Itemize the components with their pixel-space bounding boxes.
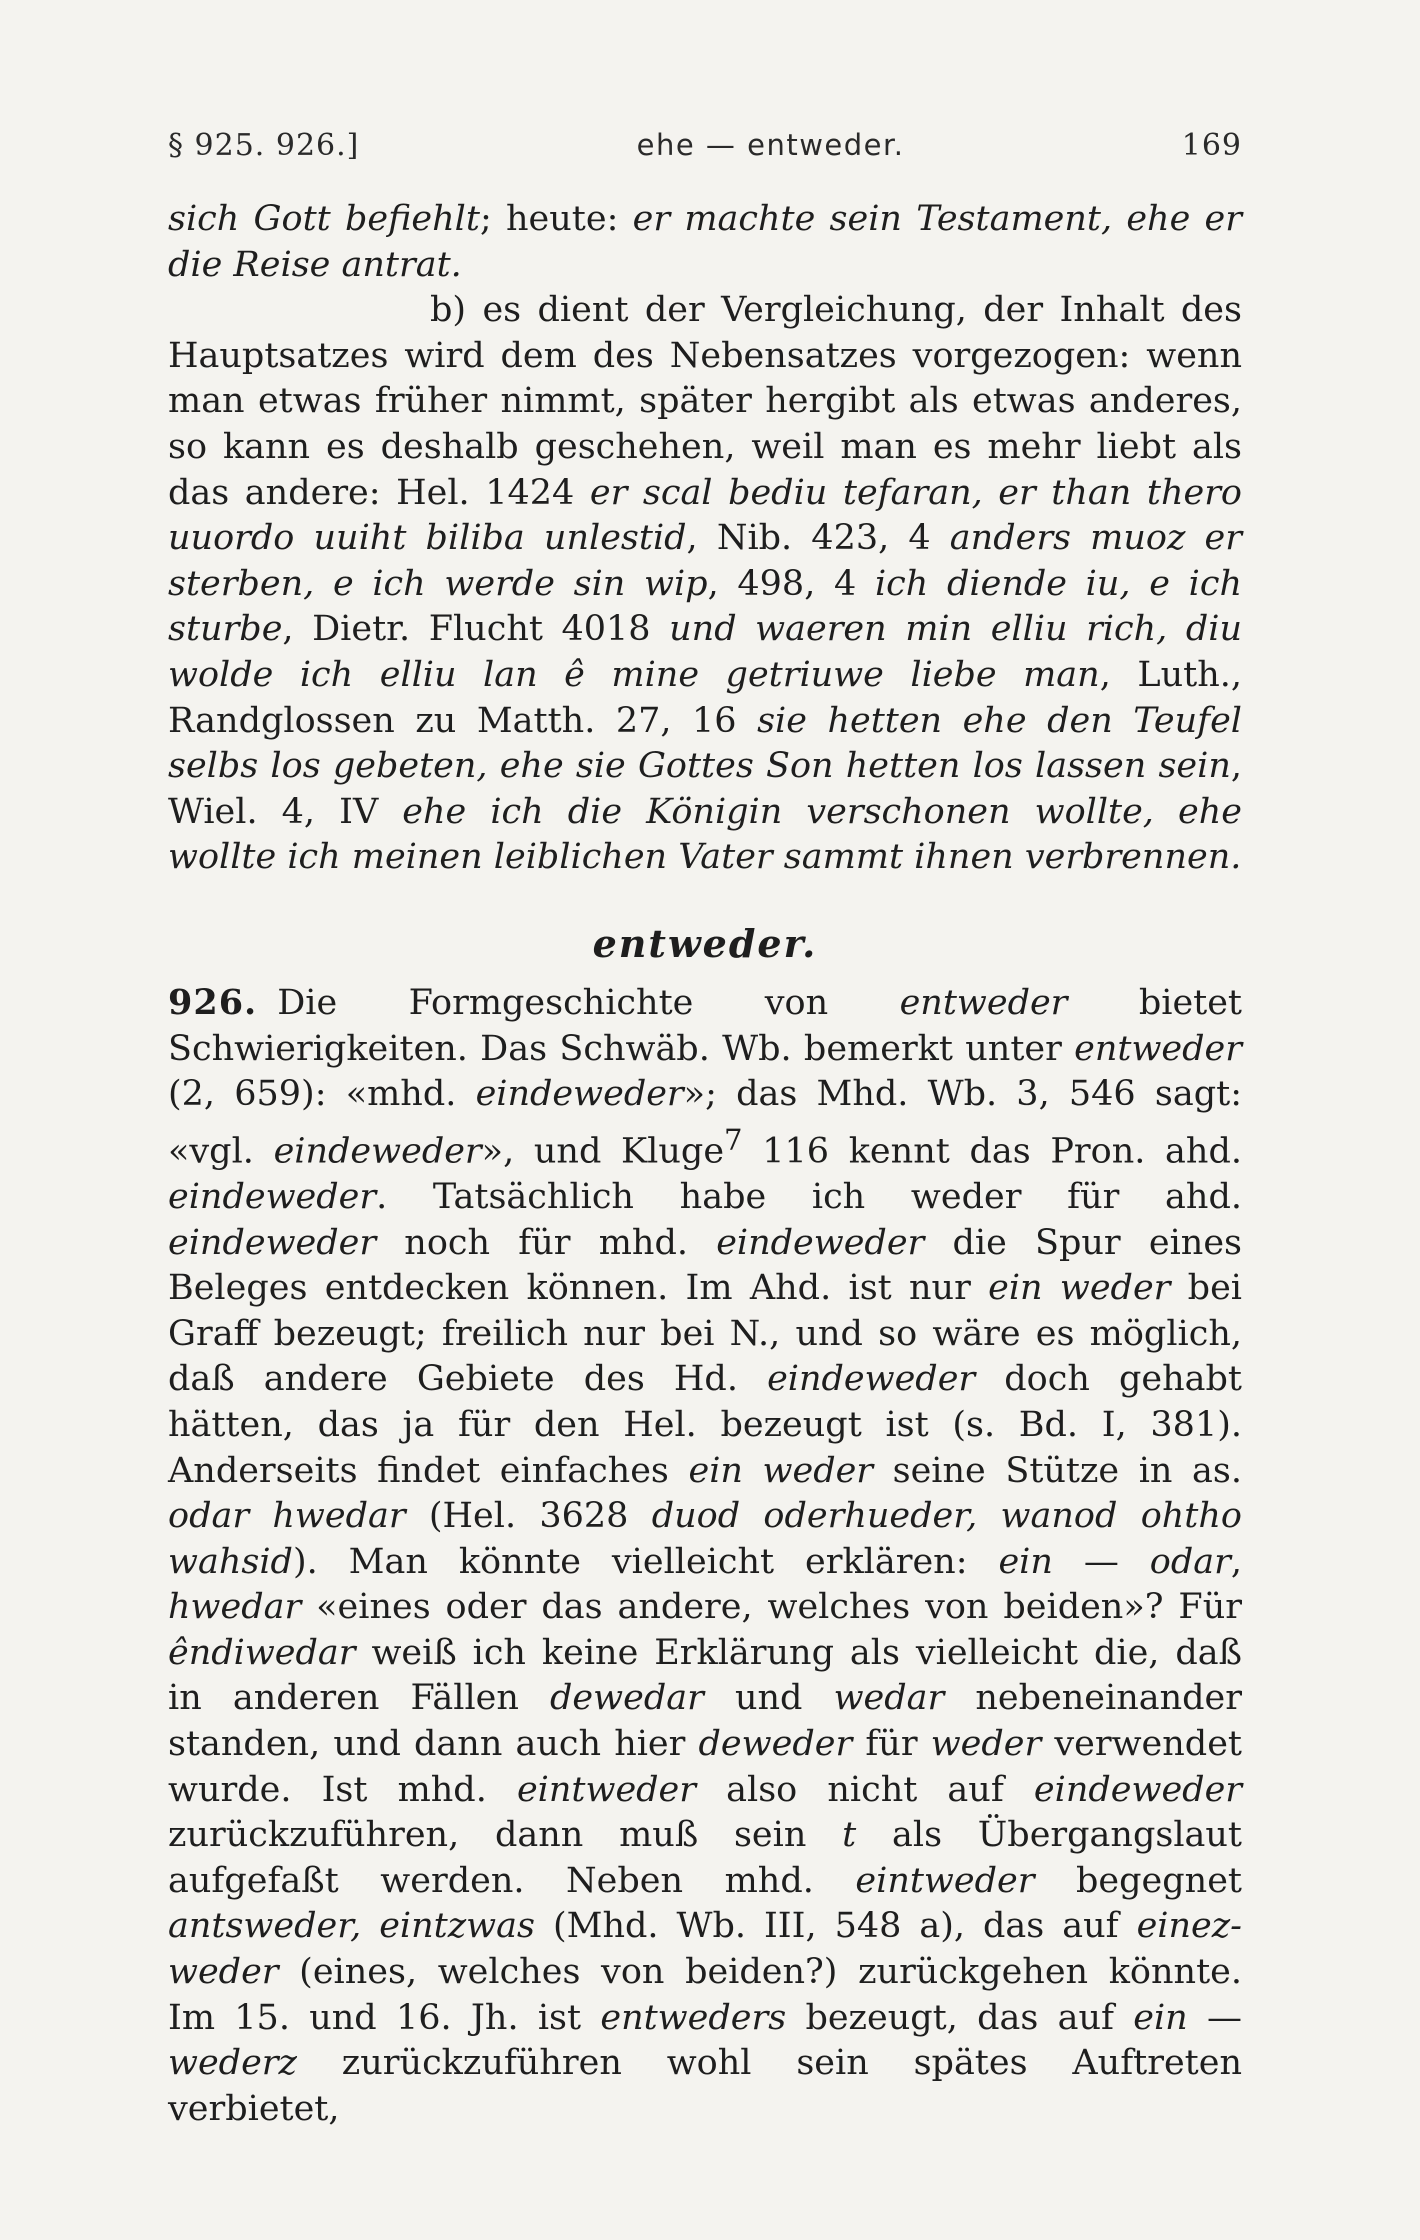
section-heading: entweder.: [592, 920, 818, 966]
paragraph-b: b) es dient der Vergleichung, der Inhalt des Hauptsatzes wird dem des Nebensatzes vorgezogen: wenn man etwas früher nimmt, später hergibt als etwas anderes, so kann es deshalb geschehen, weil man es mehr liebt als das andere: Hel. 1424 er scal bediu tefaran, er than thero uuordo uuiht biliba unlestid, Nib. 423, 4 anders muoz er sterben, e ich werde sin wip, 498, 4 ich diende iu, e ich sturbe, Dietr. Flucht 4018 und waeren min elliu rich, diu wolde ich elliu lan ê mine getriuwe liebe man, Luth., Randglossen zu Matth. 27, 16 sie hetten ehe den Teufel selbs los gebeten, ehe sie Gottes Son hetten los lassen sein, Wiel. 4, IV ehe ich die Königin verschonen wollte, ehe wollte ich meinen leiblichen Vater sammt ihnen verbrennen.: [168, 290, 1243, 878]
running-head: [168, 128, 1242, 163]
section-reference: § 925. 926.]: [168, 128, 360, 163]
page-number: 169: [1181, 128, 1242, 163]
running-title: ehe — entweder.: [636, 128, 905, 162]
book-page: [168, 128, 1242, 2132]
paragraph-926: 926. Die Formgeschichte von entweder bietet Schwierigkeiten. Das Schwäb. Wb. bemerkt unter entweder (2, 659): «mhd. eindeweder»; das Mhd. Wb. 3, 546 sagt: «vgl. eindeweder», und Kluge$^7$ 116 kennt das Pron. ahd. eindeweder. Tatsächlich habe ich weder für ahd. eindeweder noch für mhd. eindeweder die Spur eines Beleges entdecken können. Im Ahd. ist nur ein weder bei Graff bezeugt; freilich nur bei N., und so wäre es möglich, daß andere Gebiete des Hd. eindeweder doch gehabt hätten, das ja für den Hel. bezeugt ist (s. Bd. I, 381). Anderseits findet einfaches ein weder seine Stütze in as. odar hwedar (Hel. 3628 duod oderhueder, wanod ohtho wahsid). Man könnte vielleicht erklären: ein — odar, hwedar «eines oder das andere, welches von beiden»? Für êndiwedar weiß ich keine Erklärung als vielleicht die, daß in anderen Fällen dewedar und wedar nebeneinander standen, und dann auch hier deweder für weder verwendet wurde. Ist mhd. eintweder also nicht auf eindeweder zurückzuführen, dann muß sein t als Übergangslaut aufgefaßt werden. Neben mhd. eintweder begegnet antsweder, eintzwas (Mhd. Wb. III, 548 a), das auf einez-weder (eines, welches von beiden?) zurückgehen könnte. Im 15. und 16. Jh. ist entweders bezeugt, das auf ein — wederz zurückzuführen wohl sein spätes Auftreten verbietet,: [168, 981, 1243, 2129]
section-number: 926.: [168, 981, 258, 1023]
paragraph-continuation: sich Gott befiehlt; heute: er machte sein Testament, ehe er die Reise antrat.: [168, 199, 1242, 285]
